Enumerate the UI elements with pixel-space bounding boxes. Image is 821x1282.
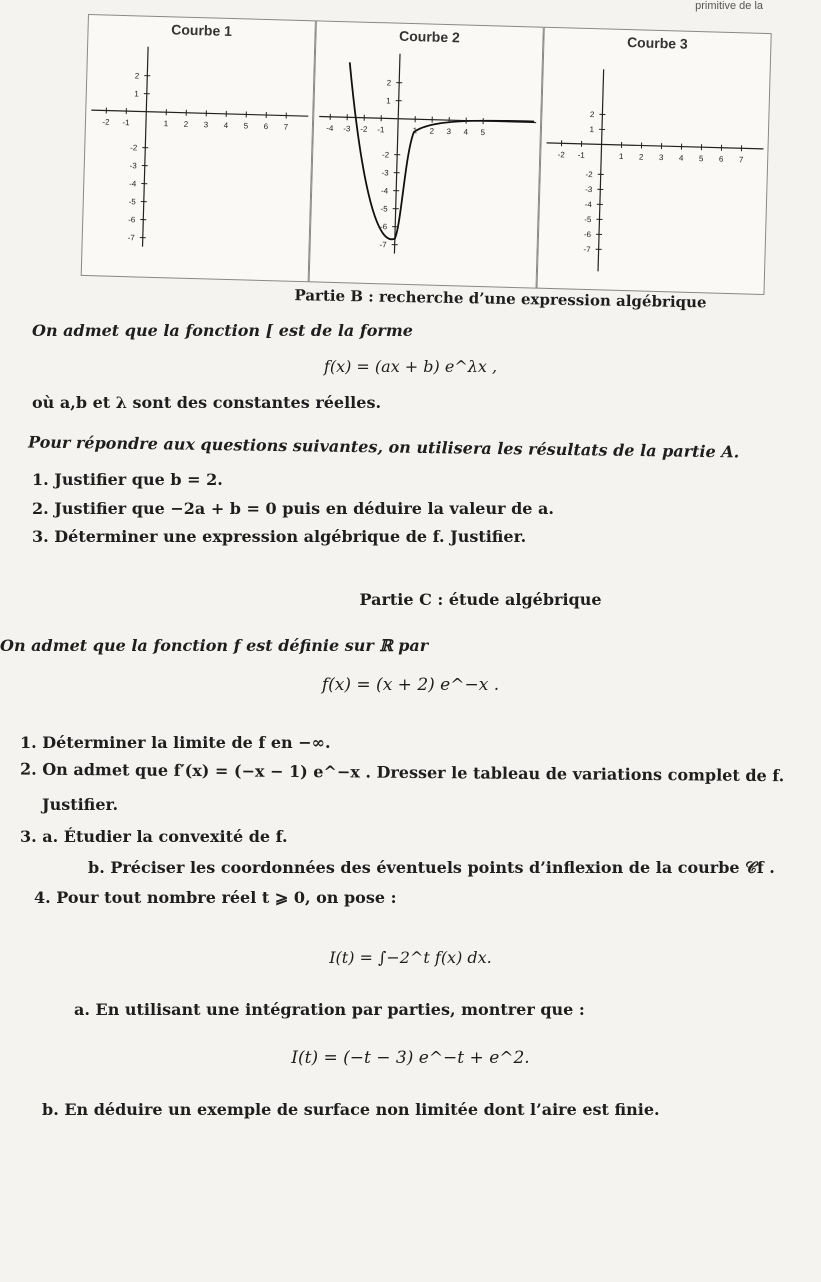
graph-svg-2 xyxy=(310,41,544,277)
partC-result: I(t) = (−t − 3) e^−t + e^2. xyxy=(291,1048,530,1068)
x-tick-label: 5 xyxy=(243,121,249,131)
y-tick-label: -6 xyxy=(583,229,592,240)
partB-question-1: 1. Justifier que b = 2. xyxy=(32,470,223,489)
y-tick-label: -7 xyxy=(127,233,135,243)
x-tick-label: 2 xyxy=(638,152,644,162)
y-tick-label: -6 xyxy=(379,222,388,232)
y-tick-label: 2 xyxy=(134,71,140,81)
x-tick-label: 2 xyxy=(429,126,435,136)
y-axis-1 xyxy=(143,47,149,247)
x-tick-label: 3 xyxy=(203,120,209,130)
y-tick-label: -4 xyxy=(380,186,389,196)
x-tick-label: -1 xyxy=(122,118,130,128)
y-tick-label: -4 xyxy=(584,199,592,210)
partC-integral: I(t) = ∫−2^t f(x) dx. xyxy=(329,948,492,967)
partC-question-1: 1. Déterminer la limite de f en −∞. xyxy=(20,733,331,752)
x-tick-label: -1 xyxy=(377,125,385,135)
partB-constants: où a,b et λ sont des constantes réelles. xyxy=(32,393,382,412)
x-tick-label: 2 xyxy=(183,119,189,129)
x-tick-label: 6 xyxy=(718,154,724,164)
x-tick-label: 3 xyxy=(446,127,452,137)
y-tick-label: -5 xyxy=(128,197,136,207)
y-tick-label: -4 xyxy=(129,179,137,189)
y-tick-label: -5 xyxy=(380,204,388,214)
y-tick-label: -3 xyxy=(381,168,389,178)
x-tick-label: 5 xyxy=(698,154,704,164)
y-tick-label: -3 xyxy=(129,161,137,171)
partC-question-2: 2. On admet que f′(x) = (−x − 1) e^−x . Dresser le tableau de variations complet de f. xyxy=(19,759,785,786)
y-tick-label: -2 xyxy=(130,143,138,153)
partB-title: Partie B : recherche d’une expression algébrique xyxy=(294,286,707,312)
x-tick-label: 5 xyxy=(480,128,486,138)
y-tick-label: -7 xyxy=(583,244,591,255)
y-tick-label: 1 xyxy=(589,125,595,135)
x-tick-label: -1 xyxy=(577,150,585,160)
partC-question-3a: 3. a. Étudier la convexité de f. xyxy=(20,827,288,846)
y-tick-label: 2 xyxy=(386,78,392,88)
partB-question-2: 2. Justifier que −2a + b = 0 puis en déduire la valeur de a. xyxy=(32,499,554,518)
x-tick-label: -2 xyxy=(557,150,565,160)
x-tick-label: 1 xyxy=(163,119,169,129)
curve-2 xyxy=(345,62,536,243)
y-tick-label: -6 xyxy=(128,215,136,225)
graphs-strip xyxy=(81,14,772,295)
y-tick-label: 2 xyxy=(589,110,595,120)
partC-question-4a: a. En utilisant une intégration par parties, montrer que : xyxy=(74,1000,585,1019)
x-axis-1 xyxy=(91,110,308,116)
partC-intro: On admet que la fonction f est définie sur ℝ par xyxy=(0,636,429,655)
y-axis-3 xyxy=(598,69,604,271)
y-tick-label: -7 xyxy=(379,240,387,250)
x-tick-label: -2 xyxy=(102,117,110,127)
x-tick-label: 7 xyxy=(283,122,289,132)
partC-title: Partie C : étude algébrique xyxy=(359,590,602,609)
graph-panel-3 xyxy=(537,27,772,295)
y-tick-label: 1 xyxy=(386,96,391,106)
partB-instruction: Pour répondre aux questions suivantes, on utilisera les résultats de la partie A. xyxy=(27,432,740,462)
x-tick-label: 4 xyxy=(223,120,229,130)
y-tick-label: -5 xyxy=(584,214,592,225)
y-tick-label: -3 xyxy=(585,184,593,195)
graph-svg-3 xyxy=(538,48,772,284)
x-tick-label: 1 xyxy=(412,126,418,136)
y-tick-label: 1 xyxy=(134,89,139,99)
x-tick-label: -4 xyxy=(326,123,334,133)
partB-intro: On admet que la fonction [ est de la forme xyxy=(32,321,413,340)
x-tick-label: 1 xyxy=(618,151,624,162)
x-tick-label: -2 xyxy=(360,124,368,134)
graph-panel-2 xyxy=(309,20,544,288)
graph-svg-1 xyxy=(82,35,316,271)
x-axis-3 xyxy=(547,143,764,149)
graph-title-3: Courbe 3 xyxy=(626,34,688,52)
y-tick-label: -2 xyxy=(585,169,593,180)
x-tick-label: -3 xyxy=(343,124,351,134)
x-tick-label: 4 xyxy=(463,127,469,137)
partC-question-2-justify: Justifier. xyxy=(42,795,119,814)
partC-question-3b: b. Préciser les coordonnées des éventuels points d’inflexion de la courbe 𝒞f . xyxy=(88,858,775,877)
partB-formula: f(x) = (ax + b) e^λx , xyxy=(323,357,498,376)
corner-caption: primitive de la xyxy=(695,0,763,12)
graph-panel-1 xyxy=(81,14,316,282)
partC-formula: f(x) = (x + 2) e^−x . xyxy=(321,675,500,695)
graph-title-1: Courbe 1 xyxy=(171,21,233,40)
graph-title-2: Courbe 2 xyxy=(398,27,461,46)
x-tick-label: 4 xyxy=(678,153,684,163)
partB-question-3: 3. Déterminer une expression algébrique de f. Justifier. xyxy=(32,527,527,546)
y-tick-label: -2 xyxy=(381,150,390,160)
x-tick-label: 7 xyxy=(738,155,744,165)
partC-question-4: 4. Pour tout nombre réel t ⩾ 0, on pose : xyxy=(34,888,397,907)
x-tick-label: 3 xyxy=(658,153,664,163)
partC-question-4b: b. En déduire un exemple de surface non limitée dont l’aire est finie. xyxy=(42,1100,660,1119)
x-tick-label: 6 xyxy=(263,121,269,132)
